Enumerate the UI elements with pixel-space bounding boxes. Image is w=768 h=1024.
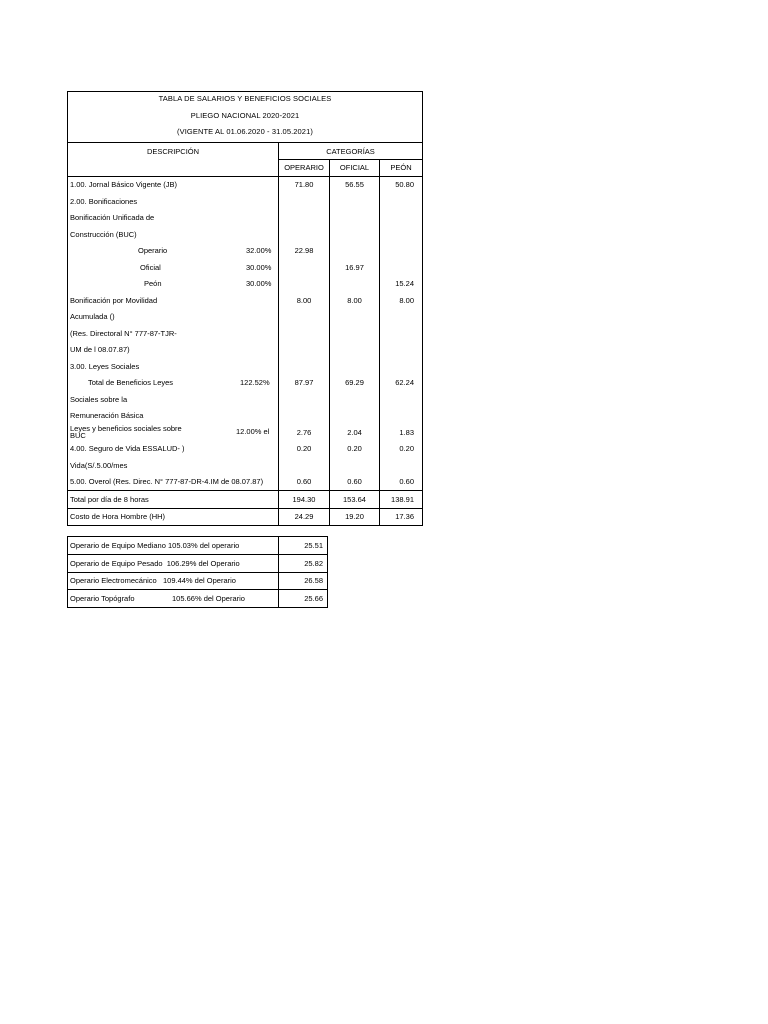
oficial-value: 2.04: [329, 424, 379, 441]
operario-value: 87.97: [278, 375, 329, 392]
table-row: [68, 408, 422, 425]
row-desc-continued: BUC: [70, 431, 86, 441]
row-desc: 2.00. Bonificaciones: [70, 196, 138, 206]
table-row: [68, 292, 422, 309]
operario-value: 24.29: [278, 509, 329, 526]
equipment-operators-table: [67, 536, 328, 608]
table-row: [68, 572, 327, 590]
table-row: [68, 457, 422, 474]
header-row-2: [68, 159, 422, 177]
peon-value: 62.24: [379, 375, 422, 392]
table-row: [68, 441, 422, 458]
row-percent: 30.00%: [246, 279, 272, 289]
row-desc: 3.00. Leyes Sociales: [70, 361, 140, 371]
table-row: [68, 358, 422, 375]
peon-value: 0.60: [379, 474, 422, 491]
table-row: [68, 391, 422, 408]
table-row: [68, 309, 422, 326]
table-row: [68, 276, 422, 293]
peon-value: 50.80: [379, 177, 422, 194]
table-row-hourly: [68, 508, 422, 526]
peon-value: 17.36: [379, 509, 422, 526]
oficial-value: 153.64: [329, 491, 379, 508]
operator-name: Operario Topógrafo: [70, 594, 135, 604]
row-desc-cell: [68, 276, 278, 293]
table-row: [68, 193, 422, 210]
row-desc: 4.00. Seguro de Vida ESSALUD- ): [70, 444, 185, 454]
table-row: [68, 537, 327, 554]
description-header: DESCRIPCIÓN: [146, 146, 200, 156]
operator-desc: [68, 537, 278, 554]
operario-value: 194.30: [278, 491, 329, 508]
operario-value: 22.98: [278, 243, 329, 260]
oficial-value: 69.29: [329, 375, 379, 392]
operario-value: 8.00: [278, 292, 329, 309]
row-desc: Total por día de 8 horas: [70, 494, 149, 504]
row-percent: 122.52%: [240, 378, 270, 388]
row-desc-cell: [68, 424, 278, 441]
row-desc: Operario: [138, 246, 168, 256]
row-percent: 30.00%: [246, 262, 272, 272]
row-desc: Vida(S/.5.00/mes: [70, 460, 128, 470]
row-desc-cell: [68, 259, 278, 276]
oficial-value: 0.20: [329, 441, 379, 458]
row-desc: Construcción (BUC): [70, 229, 137, 239]
operario-value: 2.76: [278, 424, 329, 441]
operario-value: 0.20: [278, 441, 329, 458]
peon-header: PEÓN: [379, 159, 422, 176]
table-row: [68, 259, 422, 276]
row-desc: Remuneración Básica: [70, 411, 144, 421]
operator-value: 25.51: [278, 537, 327, 554]
table-row: [68, 424, 422, 441]
oficial-value: 0.60: [329, 474, 379, 491]
row-desc: Bonificación por Movilidad: [70, 295, 158, 305]
table-row: [68, 226, 422, 243]
operator-name: Operario de Equipo Mediano: [70, 540, 166, 550]
row-desc: Peón: [144, 279, 162, 289]
operator-desc: [68, 555, 278, 572]
table-validity: (VIGENTE AL 01.06.2020 - 31.05.2021): [177, 127, 313, 136]
operator-percent: 105.66% del Operario: [172, 594, 245, 604]
operator-name: Operario de Equipo Pesado: [70, 558, 163, 568]
table-row: [68, 375, 422, 392]
oficial-header: OFICIAL: [329, 159, 379, 176]
row-desc: Leyes y beneficios sociales sobre: [70, 424, 182, 434]
oficial-value: 56.55: [329, 177, 379, 194]
row-desc: Bonificación Unificada de: [70, 213, 155, 223]
row-desc-cell: [68, 243, 278, 260]
operator-desc: [68, 590, 278, 607]
oficial-value: 16.97: [329, 259, 379, 276]
operator-value: 26.58: [278, 573, 327, 590]
row-desc: Total de Beneficios Leyes: [88, 378, 174, 388]
table-title: TABLA DE SALARIOS Y BENEFICIOS SOCIALES: [158, 94, 332, 103]
table-row: [68, 589, 327, 607]
operator-percent: 109.44% del Operario: [162, 576, 236, 586]
operario-header: OPERARIO: [278, 159, 329, 176]
salary-table: [67, 91, 423, 526]
operator-value: 25.66: [278, 590, 327, 607]
operator-desc: [68, 573, 278, 590]
row-percent: 32.00%: [246, 246, 272, 256]
row-desc: (Res. Directoral N° 777-87-TJR-: [70, 328, 177, 338]
oficial-value: 8.00: [329, 292, 379, 309]
operator-percent: 106.29% del Operario: [166, 558, 240, 568]
operator-value: 25.82: [278, 555, 327, 572]
operario-value: 71.80: [278, 177, 329, 194]
operator-percent: 105.03% del operario: [168, 540, 240, 550]
table-row: [68, 342, 422, 359]
row-desc: Acumulada (): [70, 312, 115, 322]
peon-value: 0.20: [379, 441, 422, 458]
table-row: [68, 325, 422, 342]
peon-value: 8.00: [379, 292, 422, 309]
peon-value: 1.83: [379, 424, 422, 441]
table-row-total: [68, 490, 422, 508]
categories-header: CATEGORÍAS: [278, 143, 422, 159]
row-desc: Costo de Hora Hombre (HH): [70, 512, 166, 522]
table-row: [68, 554, 327, 572]
table-row: [68, 243, 422, 260]
table-row: [68, 474, 422, 491]
header-row-1: [68, 143, 422, 159]
row-desc-cell: [68, 375, 278, 392]
peon-value: 15.24: [379, 276, 422, 293]
row-desc: 5.00. Overol (Res. Direc. N° 777-87-DR-4.IM de 08.07.87): [70, 477, 264, 487]
table-row: [68, 210, 422, 227]
oficial-value: 19.20: [329, 509, 379, 526]
operator-name: Operario Electromecánico: [70, 576, 157, 586]
table-subtitle: PLIEGO NACIONAL 2020-2021: [190, 111, 300, 120]
operario-value: 0.60: [278, 474, 329, 491]
row-desc: UM de l 08.07.87): [70, 345, 130, 355]
peon-value: 138.91: [379, 491, 422, 508]
row-desc: Sociales sobre la: [70, 394, 128, 404]
table-row: [68, 177, 422, 194]
row-percent: 12.00% el: [236, 427, 270, 436]
row-desc: 1.00. Jornal Básico Vigente (JB): [70, 180, 178, 190]
row-desc: Oficial: [140, 262, 161, 272]
table-title-block: [68, 92, 422, 143]
